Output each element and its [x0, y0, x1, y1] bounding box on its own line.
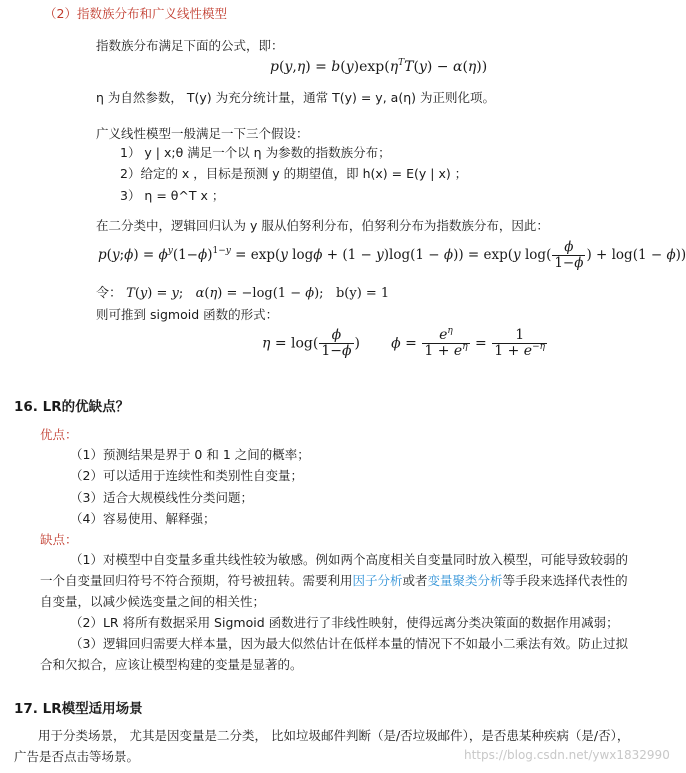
- section-2-title: （2）指数族分布和广义线性模型: [44, 6, 227, 21]
- pro-1: （1）预测结果是界于 0 和 1 之间的概率；: [70, 447, 310, 462]
- pro-3: （3）适合大规模线性分类问题；: [70, 490, 253, 505]
- assumption-3: 3） η = θ^T x ；: [120, 188, 225, 203]
- variable-clustering-link[interactable]: 变量聚类分析: [427, 573, 503, 588]
- cons-label: 缺点：: [40, 532, 78, 547]
- sigmoid-formula: η = log( $\frac{\phi}{1-\phi}$ ) ϕ = $\frac{e^\eta}{1 + e^\eta}$ = $\frac{1}{1 + e^{-\eta}}$: [262, 326, 546, 359]
- pro-4: （4）容易使用、解释强；: [70, 511, 216, 526]
- assumption-2: 2）给定的 x ，目标是预测 y 的期望值，即 h(x) = E(y | x) ；: [120, 166, 468, 181]
- con-1: [40, 549, 634, 612]
- section-2-intro: 指数族分布满足下面的公式，即：: [96, 38, 284, 53]
- pros-label: 优点：: [40, 427, 78, 442]
- con-1-text-start: （1）对模型中自变量多重共线性较为敏感。例如两个高度相关自变量同时放入模型，可能导致较弱的一个自变量回归符号不符合预期，符号被扭转。需要利用: [40, 552, 628, 588]
- bernoulli-formula: p(y;ϕ) = $\phi^y(1-\phi)^{1-y} = \exp(y$ logϕ + (1 − y)log(1 − ϕ)) = exp(y log( $\frac{\phi}{1-\phi}$ ) + log(1 − ϕ)): [98, 239, 686, 271]
- assumption-1: 1） y | x;θ 满足一个以 η 为参数的指数族分布；: [120, 145, 391, 160]
- con-2: （2）LR 将所有数据采用 Sigmoid 函数进行了非线性映射，使得远离分类决策面的数据作用减弱；: [70, 615, 619, 630]
- section-17-body: 用于分类场景， 尤其是因变量是二分类， 比如垃圾邮件判断（是/否垃圾邮件），是否患某种疾病（是/否），广告是否点击等场景。: [14, 728, 630, 764]
- parameter-description: η 为自然参数， T(y) 为充分统计量，通常 T(y) = y, a(η) 为正则化项。: [96, 90, 495, 105]
- con-1-text-end: 等手段来选择代表性的自变量，以减少候选变量之间的相关性；: [40, 573, 628, 609]
- glm-intro: 广义线性模型一般满足一下三个假设：: [96, 126, 309, 141]
- section-17-title: 17. LR模型适用场景: [14, 701, 143, 717]
- let-formula: 令： T(y) = y; α(η) = −log(1 − ϕ); b(y) = 1: [96, 286, 390, 301]
- pro-2: （2）可以适用于连续性和类别性自变量；: [70, 468, 303, 483]
- factor-analysis-link[interactable]: 因子分析: [352, 573, 403, 588]
- con-3: （3）逻辑回归需要大样本量，因为最大似然估计在低样本量的情况下不如最小二乘法有效。防止过拟合和欠拟合，应该让模型构建的变量是显著的。: [40, 636, 628, 672]
- binary-classification-text: 在二分类中，逻辑回归认为 y 服从伯努利分布，伯努利分布为指数族分布，因此：: [96, 218, 549, 233]
- section-16-title: 16. LR的优缺点？: [14, 399, 130, 415]
- watermark: https://blog.csdn.net/ywx1832990: [464, 748, 670, 762]
- exponential-family-formula: $p(y,\eta) = b(y)\exp(\eta^TT(y) - \alpha(\eta))$: [270, 58, 488, 75]
- sigmoid-text: 则可推到 sigmoid 函数的形式：: [96, 307, 279, 322]
- con-1-text-mid: 或者: [402, 573, 428, 588]
